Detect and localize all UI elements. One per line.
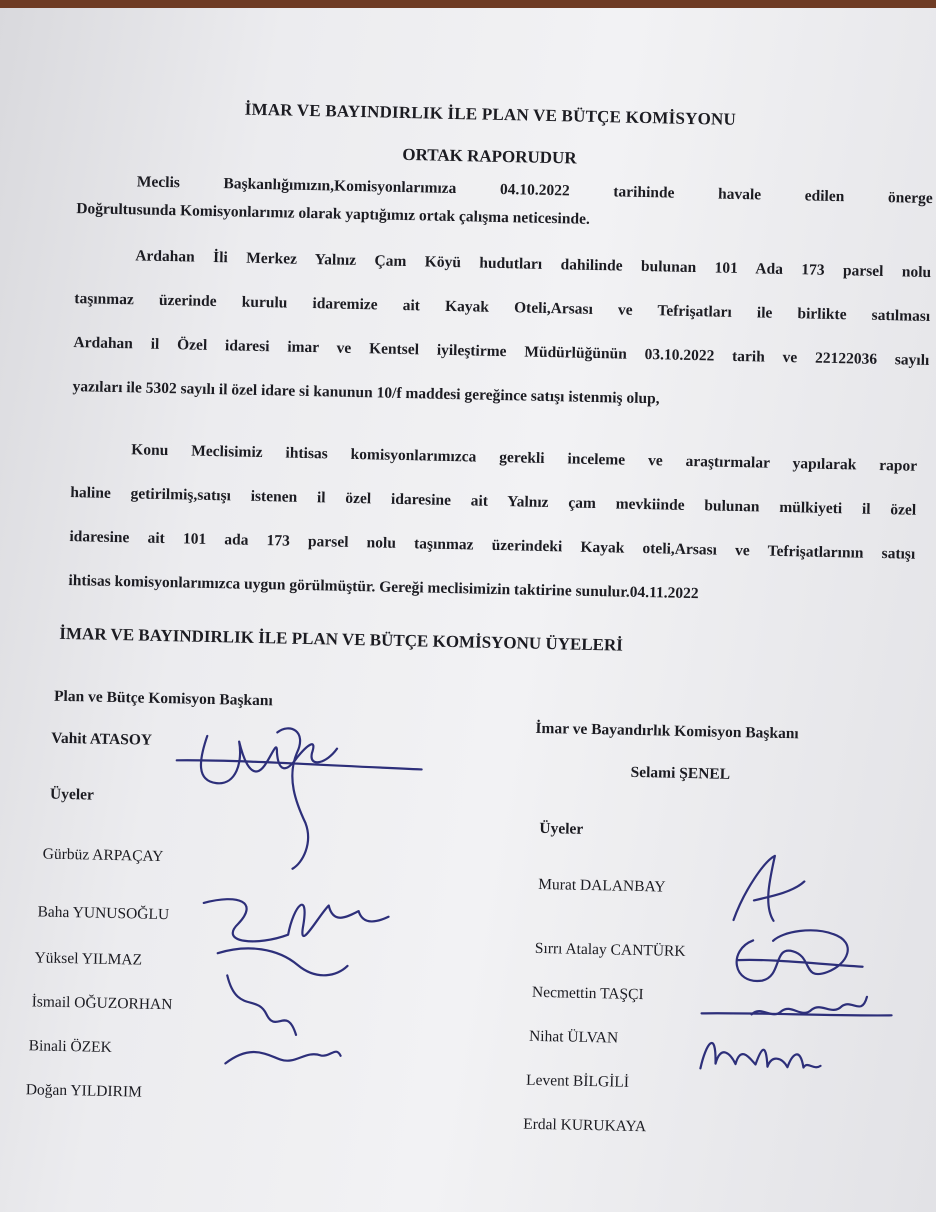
right-member-4: Nihat ÜLVAN bbox=[528, 1027, 619, 1047]
right-members-label: Üyeler bbox=[539, 819, 584, 838]
paragraph-3-line-3: idaresine ait 101 ada 173 parsel nolu taşınmaz üzerindeki Kayak oteli,Arsası ve Tefrişatlarının satışı bbox=[69, 528, 916, 563]
left-members-label: Üyeler bbox=[49, 785, 95, 804]
left-member-2: Baha YUNUSOĞLU bbox=[37, 903, 170, 924]
signature-vahit-atasoy bbox=[174, 720, 437, 875]
signature-nihat-ulvan bbox=[695, 1023, 826, 1086]
left-member-1: Gürbüz ARPAÇAY bbox=[42, 845, 164, 866]
right-chair-role: İmar ve Bayandırlık Komisyon Başkanı bbox=[535, 719, 799, 743]
left-member-6: Doğan YILDIRIM bbox=[25, 1081, 143, 1101]
right-member-3: Necmettin TAŞÇI bbox=[531, 983, 644, 1004]
right-member-5: Levent BİLGİLİ bbox=[525, 1071, 630, 1091]
paragraph-1-line-2: Doğrultusunda Komisyonlarımız olarak yaptığımız ortak çalışma neticesinde. bbox=[76, 200, 591, 228]
paragraph-3-line-4: ihtisas komisyonlarımızca uygun görülmüştür. Gereği meclisimizin taktirine sunulur.04.11.2022 bbox=[68, 572, 699, 603]
members-title: İMAR VE BAYINDIRLIK İLE PLAN VE BÜTÇE KOMİSYONU ÜYELERİ bbox=[59, 623, 624, 655]
right-member-1: Murat DALANBAY bbox=[538, 875, 666, 896]
document-content bbox=[0, 8, 936, 1212]
right-member-2: Sırrı Atalay CANTÜRK bbox=[534, 939, 686, 961]
paragraph-3-line-1: Konu Meclisimiz ihtisas komisyonlarımızca gerekli inceleme ve araştırmalar yapılarak rapor bbox=[131, 441, 918, 475]
left-member-4: İsmail OĞUZORHAN bbox=[31, 993, 173, 1014]
paragraph-3-line-2: haline getirilmiş,satışı istenen il özel idaresine ait Yalnız çam mevkiinde bulunan mülkiyeti il özel bbox=[70, 484, 917, 519]
paragraph-2-line-4: yazıları ile 5302 sayılı il özel idare si kanunun 10/f maddesi gereğince satışı istenmiş olup, bbox=[72, 378, 660, 408]
document-title: İMAR VE BAYINDIRLIK İLE PLAN VE BÜTÇE KOMİSYONU bbox=[244, 99, 737, 129]
left-chair-role: Plan ve Bütçe Komisyon Başkanı bbox=[53, 687, 273, 710]
signature-group-left bbox=[195, 883, 409, 1077]
document-subtitle: ORTAK RAPORUDUR bbox=[402, 144, 577, 168]
paragraph-2-line-2: taşınmaz üzerinde kurulu idaremize ait Kayak Oteli,Arsası ve Tefrişatları ile birlikte satılması bbox=[74, 290, 931, 325]
paper-sheet bbox=[0, 8, 936, 1212]
paragraph-2-line-1: Ardahan İli Merkez Yalnız Çam Köyü hudutları dahilinde bulunan 101 Ada 173 parsel nolu bbox=[135, 247, 932, 282]
right-member-6: Erdal KURUKAYA bbox=[523, 1115, 647, 1136]
left-member-5: Binali ÖZEK bbox=[28, 1037, 112, 1057]
paragraph-2-line-3: Ardahan il Özel idaresi imar ve Kentsel iyileştirme Müdürlüğünün 03.10.2022 tarih ve 22122036 sayılı bbox=[73, 334, 930, 369]
paragraph-1-line-1: Meclis Başkanlığımızın,Komisyonlarımıza 04.10.2022 tarihinde havale edilen önerge bbox=[136, 173, 933, 208]
right-chair-name: Selami ŞENEL bbox=[630, 763, 731, 783]
left-chair-name: Vahit ATASOY bbox=[51, 729, 153, 749]
left-member-3: Yüksel YILMAZ bbox=[34, 949, 143, 969]
